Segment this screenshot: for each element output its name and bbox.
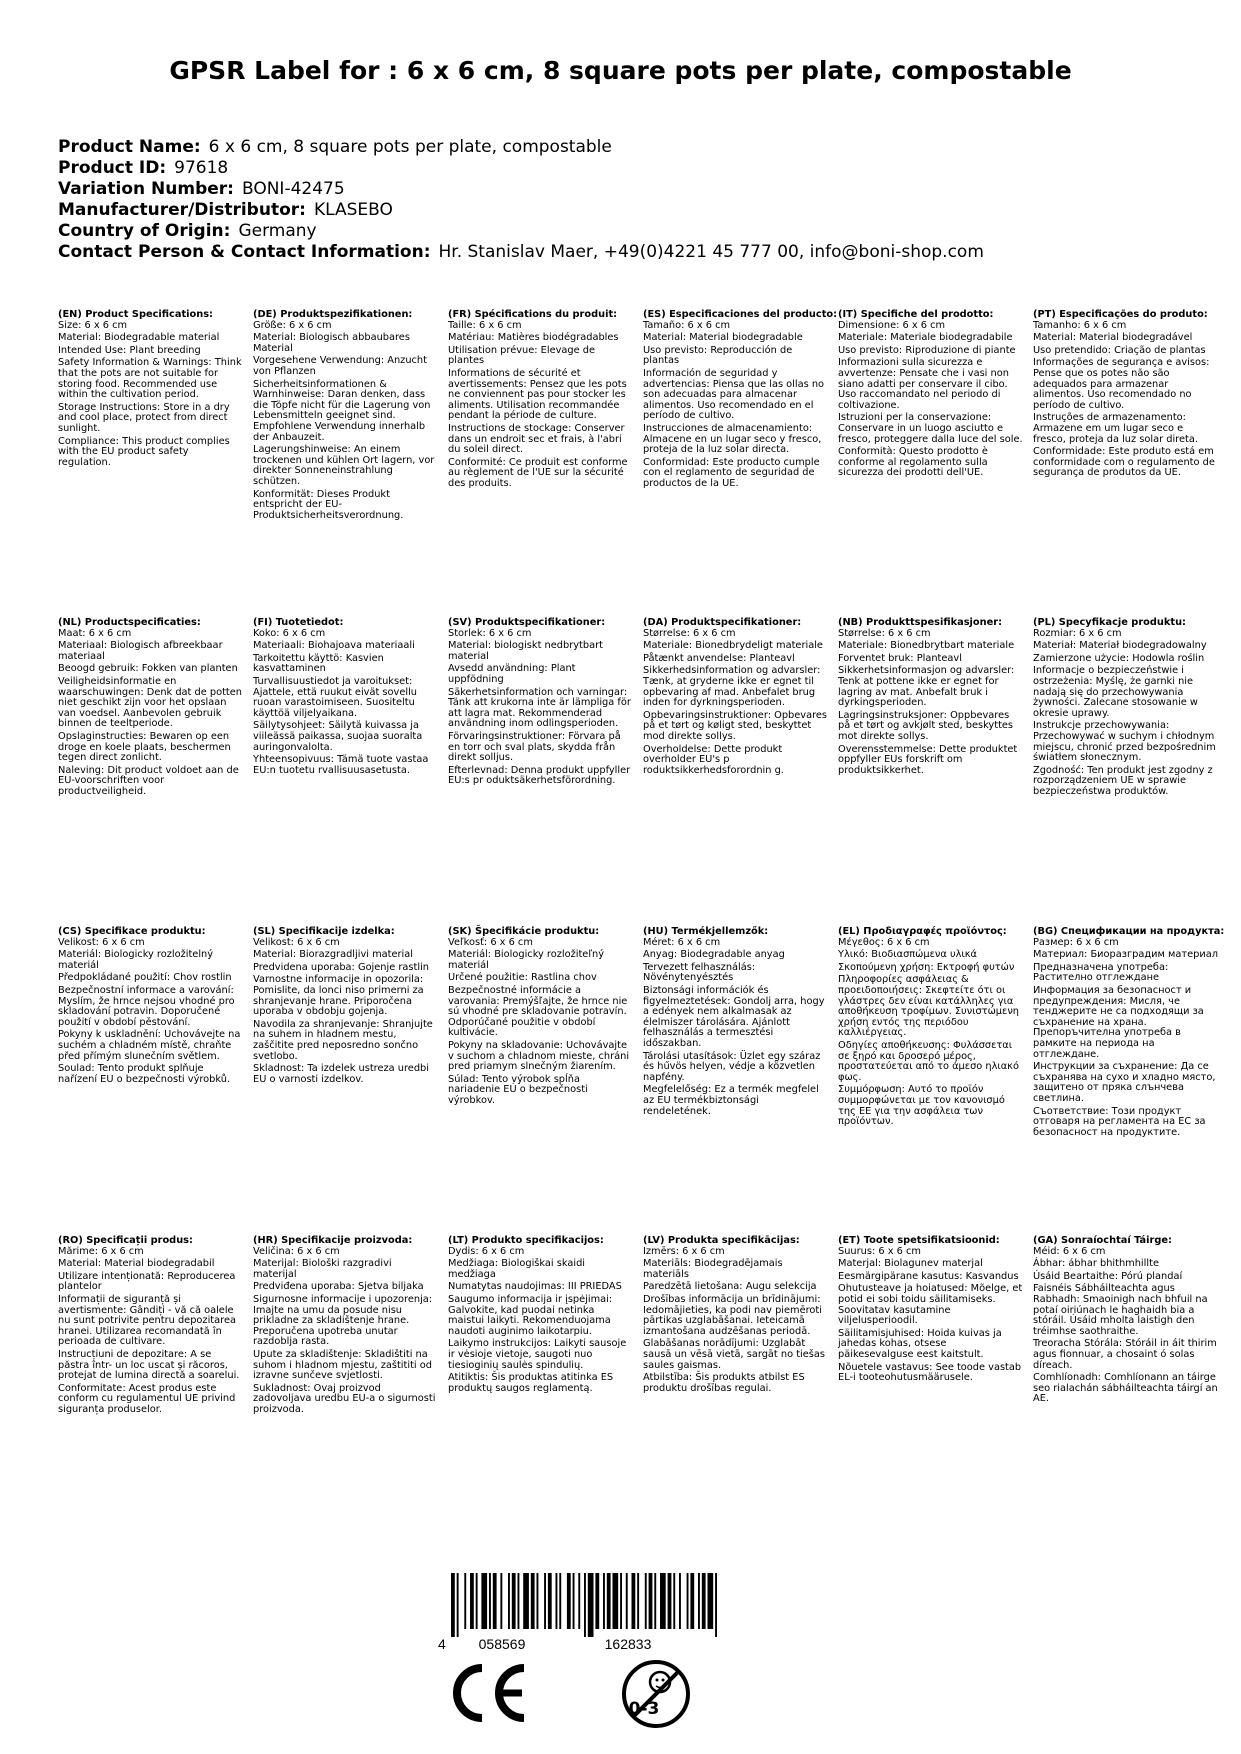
spec-line: Medžiaga: Biologiškai skaidi medžiaga xyxy=(448,1258,586,1280)
spec-line: Rozmiar: 6 x 6 cm xyxy=(1033,627,1122,639)
barcode-bar xyxy=(567,1573,571,1629)
spec-line: Matériau: Matières biodégradables xyxy=(448,332,619,344)
spec-line: Size: 6 x 6 cm xyxy=(58,319,128,331)
spec-line: Méid: 6 x 6 cm xyxy=(1033,1245,1106,1257)
age-label: 0-3 xyxy=(628,1699,660,1719)
spec-line: Upute za skladištenje: Skladištiti na suhom i hladnom mjestu, zaštititi od izravne sunčeve svjetlosti. xyxy=(253,1348,432,1382)
barcode-bar xyxy=(512,1573,516,1629)
spec-line: Tarkoitettu käyttö: Kasvien kasvattaminen xyxy=(253,652,384,675)
field-label: Product Name: xyxy=(58,137,201,157)
spec-line: Veľkosť: 6 x 6 cm xyxy=(448,936,533,948)
barcode-bar xyxy=(476,1573,478,1629)
barcode-bar xyxy=(637,1573,639,1629)
spec-line: Материал: Биоразградим материал xyxy=(1033,949,1218,961)
spec-line: Materijal: Biološki razgradivi materijal xyxy=(253,1258,392,1280)
spec-line: Instruções de armazenamento: Armazene em um lugar seco e fresco, proteja da luz solar direta. xyxy=(1033,412,1198,445)
spec-column xyxy=(58,1236,243,1416)
spec-line: Material: Biodegradable material xyxy=(58,332,220,344)
spec-line: Safety Information & Warnings: Think that the pots are not suitable for storing food. Recommended use within the cultivation period. xyxy=(58,357,242,401)
barcode-bar xyxy=(702,1573,706,1629)
spec-heading: (EN) Product Specifications: xyxy=(58,309,213,320)
spec-line: Materiale: Bionedbrydeligt materiale xyxy=(643,640,823,652)
spec-line: Istruzioni per la conservazione: Conservare in un luogo asciutto e fresco, proteggere dalla luce del sole. xyxy=(838,412,1023,445)
barcode-bar xyxy=(559,1573,561,1629)
field-label: Country of Origin: xyxy=(58,221,231,241)
spec-line: Größe: 6 x 6 cm xyxy=(253,319,332,331)
spec-column xyxy=(643,927,828,1117)
spec-line: Biztonsági információk és figyelmeztetések: Gondolj arra, hogy a edények nem alkalmasak az élelmiszer tárolására. Ajánlott felhasználás a termesztési időszakban. xyxy=(643,984,825,1049)
spec-line: Materiale: Bionedbrytbart materiale xyxy=(838,640,1015,652)
spec-column xyxy=(838,927,1023,1128)
spec-line: Naleving: Dit product voldoet aan de EU-voorschriften voor productveiligheid. xyxy=(58,764,239,797)
spec-line: Lagringsinstruksjoner: Oppbevares på et tørt og avkjølt sted, beskyttes mot direkte sollys. xyxy=(838,709,1014,742)
spec-line: Informații de siguranță și avertismente: Gândiți - vă că oalele nu sunt potrivite pentru depozitarea hranei. Utilizarea recomandată în perioada de cultivare. xyxy=(58,1293,236,1348)
spec-line: Koko: 6 x 6 cm xyxy=(253,627,326,639)
barcode-bar xyxy=(687,1573,689,1629)
spec-line: Säilitamisjuhised: Hoida kuivas ja jahedas kohas, otsese päikesevalguse eest kaitstult. xyxy=(838,1327,1002,1360)
spec-line: Uso previsto: Reproducción de plantas xyxy=(643,344,793,367)
spec-heading: (HR) Specifikacije proizvoda: xyxy=(253,1235,413,1246)
spec-line: Uso previsto: Riproduzione di piante xyxy=(838,344,1016,356)
spec-column xyxy=(58,618,243,798)
field-value: 6 x 6 cm, 8 square pots per plate, compostable xyxy=(208,137,612,157)
barcode-bar xyxy=(613,1573,619,1629)
spec-line: Predviđena uporaba: Sjetva biljaka xyxy=(253,1281,424,1293)
spec-line: Utilizare intenționată: Reproducerea plantelor xyxy=(58,1270,236,1293)
spec-heading: (FI) Tuotetiedot: xyxy=(253,617,344,628)
spec-line: Förvaringsinstruktioner: Förvara på en torr och sval plats, skydda från direkt solljus. xyxy=(448,730,621,764)
spec-line: Určené použitie: Rastlina chov xyxy=(448,972,597,984)
spec-line: Velikost: 6 x 6 cm xyxy=(58,936,145,948)
spec-line: Información de seguridad y advertencias: Piensa que las ollas no son adecuadas para almacenar alimentos. Uso recomendado en el período de cultivo. xyxy=(643,367,825,422)
field-value: Germany xyxy=(238,221,317,241)
spec-line: Tárolási utasítások: Üzlet egy száraz és hűvös helyen, védje a közvetlen napfény. xyxy=(643,1050,821,1083)
spec-line: Veličina: 6 x 6 cm xyxy=(253,1245,340,1257)
spec-line: Předpokládané použití: Chov rostlin xyxy=(58,972,232,984)
spec-column xyxy=(1033,1236,1218,1405)
page-title: GPSR Label for : 6 x 6 cm, 8 square pots per plate, compostable xyxy=(169,56,1072,85)
spec-column xyxy=(448,618,633,787)
spec-line: Varnostne informacije in opozorila: Pomislite, da lonci niso primerni za shranjevanje hrane. Priporočena uporaba v obdobju gojenja. xyxy=(253,974,424,1018)
barcode-bar xyxy=(457,1573,459,1637)
spec-line: Lagerungshinweise: An einem trockenen und kühlen Ort lagern, vor direkter Sonneneinstrahlung schützen. xyxy=(253,444,435,487)
barcode-bar xyxy=(537,1573,539,1629)
spec-line: Turvallisuustiedot ja varoitukset: Ajattele, että ruukut eivät sovellu ruoan varastoimiseen. Suositeltu käyttöä viljelyaikana. xyxy=(253,675,418,719)
spec-line: Drošības informācija un brīdinājumi: Iedomājieties, ka podi nav piemēroti pārtikas uzglabāšanai. Ieteicamā izmantošana audzēšanas periodā. xyxy=(643,1293,822,1337)
spec-line: Instrucțiuni de depozitare: A se păstra într- un loc uscat și răcoros, protejat de lumina directă a soarelui. xyxy=(58,1348,240,1382)
field-value: Hr. Stanislav Maer, +49(0)4221 45 777 00, info@boni-shop.com xyxy=(438,242,984,262)
barcode-digit-first: 4 xyxy=(438,1636,446,1652)
spec-line: Veiligheidsinformatie en waarschuwingen: Denk dat de potten niet geschikt zijn voor het opslaan van voedsel. Aanbevolen gebruik binnen de teeltperiode. xyxy=(58,675,243,730)
spec-line: Úsáid Beartaithe: Pórú plandaí xyxy=(1033,1270,1183,1282)
spec-line: Pokyny k uskladnění: Uchovávejte na suchém a chladném místě, chraňte před přímým slunečním světlem. xyxy=(58,1029,241,1062)
spec-line: Materiał: Materiał biodegradowalny xyxy=(1033,640,1207,652)
spec-column xyxy=(1033,310,1218,479)
barcode-bar xyxy=(679,1573,681,1629)
spec-line: Υλικό: Βιοδιασπώμενα υλικά xyxy=(838,949,977,961)
barcode-bar xyxy=(451,1573,455,1637)
spec-line: Izmērs: 6 x 6 cm xyxy=(643,1245,725,1257)
spec-line: Materiāls: Biodegradējamais materiāls xyxy=(643,1258,783,1280)
barcode-bar xyxy=(603,1573,605,1629)
spec-heading: (LV) Produkta specifikācijas: xyxy=(643,1235,800,1246)
spec-line: Beoogd gebruik: Fokken van planten xyxy=(58,663,238,675)
spec-heading: (IT) Specifiche del prodotto: xyxy=(838,309,994,320)
spec-column xyxy=(253,618,438,776)
spec-line: Yhteensopivuus: Tämä tuote vastaa EU:n tuotetu rvallisuusasetusta. xyxy=(253,754,429,776)
spec-heading: (FR) Spécifications du produit: xyxy=(448,309,618,320)
spec-line: Σκοπούμενη χρήση: Εκτροφή φυτών xyxy=(838,961,1015,973)
spec-heading: (EL) Προδιαγραφές προϊόντος: xyxy=(838,926,1007,937)
spec-column xyxy=(838,618,1023,776)
spec-line: Faisnéis Sábháilteachta agus Rabhadh: Smaoinigh nach bhfuil na potaí oiriúnach le haghaidh bia a stóráil. Úsáid mholta laistigh den tréimhse saothraithe. xyxy=(1033,1283,1208,1337)
spec-line: Materiale: Materiale biodegradabile xyxy=(838,332,1013,344)
spec-line: Glabāšanas norādījumi: Uzglabāt sausā un vēsā vietā, sargāt no tiešas saules gaismas. xyxy=(643,1338,825,1371)
spec-line: Informacje o bezpieczeństwie i ostrzeżenia: Myślę, że garnki nie nadają się do przechowywania żywności. Zalecane stosowanie w okresie uprawy. xyxy=(1033,665,1198,719)
variation-number-row xyxy=(58,179,984,200)
spec-line: Megfelelőség: Ez a termék megfelel az EU termékbiztonsági rendeletének. xyxy=(643,1084,819,1117)
spec-line: Forventet bruk: Planteavl xyxy=(838,652,962,664)
spec-line: Sikkerhetsinformasjon og advarsler: Tenk at pottene ikke er egnet for lagring av mat. Anbefalt bruk i dyrkingsperioden. xyxy=(838,665,1015,709)
field-value: BONI-42475 xyxy=(241,179,345,199)
spec-line: Navodila za shranjevanje: Shranjujte na suhem in hladnem mestu, zaščitite pred neposredno sončno svetlobo. xyxy=(253,1018,433,1062)
spec-heading: (DA) Produktspecifikationer: xyxy=(643,617,802,628)
spec-line: Overholdelse: Dette produkt overholder EU's p roduktsikkerhedsforordnin g. xyxy=(643,743,784,776)
barcode-bar xyxy=(470,1573,474,1629)
spec-line: Tervezett felhasználás: Növénytenyésztés xyxy=(643,961,756,984)
spec-line: Numatytas naudojimas: III PRIEDAS xyxy=(448,1281,622,1293)
barcode-bar xyxy=(607,1573,611,1629)
spec-line: Informazioni sulla sicurezza e avvertenze: Pensate che i vasi non siano adatti per conservare il cibo. Uso raccomandato nel periodo di coltivazione. xyxy=(838,357,1009,411)
spec-line: Sigurnosne informacije i upozorenja: Imajte na umu da posude nisu prikladne za skladištenje hrane. Preporučena upotreba unutar razdoblja rasta. xyxy=(253,1293,433,1348)
barcode-bar xyxy=(500,1573,502,1629)
spec-line: Vorgesehene Verwendung: Anzucht von Pflanzen xyxy=(253,355,427,377)
spec-line: Material: Material biodegradable xyxy=(643,332,803,344)
spec-line: Atitiktis: Šis produktas atitinka ES produktų saugos reglamentą. xyxy=(448,1372,614,1394)
field-label: Variation Number: xyxy=(58,179,234,199)
spec-line: Compliance: This product complies with the EU product safety regulation. xyxy=(58,435,230,468)
product-info xyxy=(58,137,984,263)
spec-heading: (SV) Produktspecifikationer: xyxy=(448,617,606,628)
barcode-bar xyxy=(632,1573,636,1629)
spec-line: Instrukcje przechowywania: Przechowywać w suchym i chłodnym miejscu, chronić przed bezpośrednim światłem słonecznym. xyxy=(1033,720,1216,764)
spec-line: Maat: 6 x 6 cm xyxy=(58,627,132,639)
spec-line: Avsedd användning: Plant uppfödning xyxy=(448,663,576,685)
spec-line: Súlad: Tento výrobok spĺňa nariadenie EÚ o bezpečnosti výrobkov. xyxy=(448,1073,588,1106)
spec-line: Informations de sécurité et avertissements: Pensez que les pots ne conviennent pas pour stocker les aliments. Utilisation recommandée pendant la période de culture. xyxy=(448,367,627,422)
barcode-bar xyxy=(573,1573,575,1629)
barcode xyxy=(435,1573,735,1653)
spec-line: Dydis: 6 x 6 cm xyxy=(448,1245,525,1257)
barcode-bar xyxy=(668,1573,672,1629)
barcode-bar xyxy=(673,1573,675,1629)
spec-line: Mărime: 6 x 6 cm xyxy=(58,1245,144,1257)
spec-line: Informações de segurança e avisos: Pense que os potes não são adequados para armazenar alimentos. Uso recomendado no período de cultivo. xyxy=(1033,357,1210,411)
spec-line: Bezpečnostní informace a varování: Myslím, že hrnce nejsou vhodné pro skladování potravin. Doporučené použití v období pěstování. xyxy=(58,984,235,1028)
barcode-digits-right: 162833 xyxy=(604,1636,652,1652)
spec-line: Размер: 6 x 6 cm xyxy=(1033,936,1119,948)
field-label: Contact Person & Contact Information: xyxy=(58,242,431,262)
spec-line: Conformité: Ce produit est conforme au règlement de l'UE sur la sécurité des produits. xyxy=(448,456,628,489)
spec-heading: (PL) Specyfikacje produktu: xyxy=(1033,617,1186,628)
spec-line: Предназначена употреба: Растително отглеждане xyxy=(1033,961,1169,984)
spec-column xyxy=(253,310,438,521)
spec-line: Velikost: 6 x 6 cm xyxy=(253,936,340,948)
spec-line: Materiaali: Biohajoava materiaali xyxy=(253,640,415,652)
barcode-bar xyxy=(584,1573,586,1637)
spec-line: Conformidade: Este produto está em conformidade com o regulamento de segurança de produtos da UE. xyxy=(1033,446,1215,479)
barcode-bar xyxy=(649,1573,653,1629)
spec-heading: (NL) Productspecificaties: xyxy=(58,617,201,628)
field-value: KLASEBO xyxy=(313,200,393,220)
spec-line: Material: Biologisch abbaubares Material xyxy=(253,332,410,354)
spec-line: Uso pretendido: Criação de plantas xyxy=(1033,344,1206,356)
spec-line: Tamanho: 6 x 6 cm xyxy=(1033,319,1127,331)
spec-line: Nõuetele vastavus: See toode vastab EL-i tooteohutusmäärusele. xyxy=(838,1361,1022,1384)
spec-line: Taille: 6 x 6 cm xyxy=(448,319,522,331)
spec-column xyxy=(58,310,243,468)
spec-line: Bezpečnostné informácie a varovania: Premýšľajte, že hrnce nie sú vhodné pre skladovanie potravín. Odporúčané použitie v období kultivácie. xyxy=(448,984,628,1039)
spec-heading: (SK) Špecifikácie produktu: xyxy=(448,926,600,937)
spec-line: Opslaginstructies: Bewaren op een droge en koele plaats, beschermen tegen direct zonlicht. xyxy=(58,730,231,764)
spec-line: Ohutusteave ja hoiatused: Mõelge, et potid ei sobi toidu säilitamiseks. Soovitatav kasutamine viljelusperioodil. xyxy=(838,1283,1023,1327)
spec-line: Storlek: 6 x 6 cm xyxy=(448,627,532,639)
spec-line: Conformidad: Este producto cumple con el reglamento de seguridad de productos de la UE. xyxy=(643,456,820,489)
spec-line: Comhlíonadh: Comhlíonann an táirge seo rialachán sábháilteachta táirgí an AE. xyxy=(1033,1372,1218,1405)
spec-heading: (BG) Спецификации на продукта: xyxy=(1033,926,1225,937)
spec-line: Sukladnost: Ovaj proizvod zadovoljava uredbu EU-a o sigurnosti proizvoda. xyxy=(253,1382,436,1415)
spec-line: Pokyny na skladovanie: Uchovávajte v suchom a chladnom mieste, chráni pred priamym slnečným žiarením. xyxy=(448,1039,630,1073)
barcode-bar xyxy=(531,1573,535,1629)
barcode-bar xyxy=(518,1573,520,1629)
spec-line: Materjal: Biolagunev materjal xyxy=(838,1258,983,1270)
spec-line: Säilytysohjeet: Säilytä kuivassa ja viileässä paikassa, suojaa suoralta auringonvalolta. xyxy=(253,720,423,753)
spec-column xyxy=(643,618,828,776)
spec-heading: (ES) Especificaciones del producto: xyxy=(643,309,838,320)
barcode-bar xyxy=(578,1573,580,1629)
spec-heading: (RO) Specificații produs: xyxy=(58,1235,193,1246)
barcode-bar xyxy=(690,1573,694,1629)
spec-column xyxy=(253,927,438,1085)
barcode-bar xyxy=(654,1573,656,1629)
barcode-bar xyxy=(626,1573,628,1629)
country-row xyxy=(58,221,984,242)
spec-line: Soulad: Tento produkt splňuje nařízení EU o bezpečnosti výrobků. xyxy=(58,1063,231,1085)
spec-column xyxy=(448,310,633,490)
spec-line: Säkerhetsinformation och varningar: Tänk att krukorna inte är lämpliga för att lagra mat. Rekommenderad användning inom odlingsperioden. xyxy=(448,686,631,730)
field-value: 97618 xyxy=(174,158,229,178)
barcode-bar xyxy=(493,1573,497,1629)
spec-line: Skladnost: Ta izdelek ustreza uredbi EU o varnosti izdelkov. xyxy=(253,1063,429,1085)
spec-line: Zgodność: Ten produkt jest zgodny z rozporządzeniem UE w sprawie bezpieczeństwa produktów. xyxy=(1033,764,1213,797)
spec-line: Ábhar: ábhar bhithmhillte xyxy=(1033,1258,1159,1270)
spec-line: Съответствие: Този продукт отговаря на регламента на ЕС за безопасност на продуктите. xyxy=(1033,1105,1206,1138)
spec-line: Laikymo instrukcijos: Laikyti sausoje ir vėsioje vietoje, saugoti nuo tiesioginių saulės spindulių. xyxy=(448,1338,627,1371)
spec-heading: (NB) Produkttspesifikasjoner: xyxy=(838,617,1002,628)
spec-line: Instructions de stockage: Conserver dans un endroit sec et frais, à l'abri du soleil direct. xyxy=(448,422,625,456)
spec-heading: (PT) Especificações do produto: xyxy=(1033,309,1208,320)
spec-line: Συμμόρφωση: Αυτό το προϊόν συμμορφώνεται με τον κανονισμό της ΕΕ για την ασφάλεια των προϊόντων. xyxy=(838,1084,1005,1128)
spec-line: Paredzētā lietošana: Augu selekcija xyxy=(643,1281,817,1293)
spec-line: Materiál: Biologicky rozložitelný materiál xyxy=(58,949,214,971)
spec-line: Påtænkt anvendelse: Planteavl xyxy=(643,652,795,664)
ce-mark-icon xyxy=(450,1662,530,1724)
spec-column xyxy=(838,1236,1023,1384)
spec-line: Material: Biorazgradljivi material xyxy=(253,949,413,961)
spec-line: Eesmärgipärane kasutus: Kasvandus xyxy=(838,1270,1019,1282)
spec-heading: (SL) Specifikacije izdelka: xyxy=(253,926,395,937)
spec-column xyxy=(1033,618,1218,798)
barcode-bar xyxy=(708,1573,714,1629)
barcode-bar xyxy=(698,1573,700,1629)
barcode-bar xyxy=(489,1573,491,1629)
spec-line: Material: Material biodegradável xyxy=(1033,332,1193,344)
barcode-bar xyxy=(620,1573,622,1629)
barcode-bar xyxy=(588,1573,594,1637)
barcode-bar xyxy=(464,1573,466,1629)
spec-line: Conformità: Questo prodotto è conforme al regolamento sulla sicurezza dei prodotti dell'UE. xyxy=(838,446,988,479)
spec-line: Dimensione: 6 x 6 cm xyxy=(838,319,946,331)
spec-line: Tamaño: 6 x 6 cm xyxy=(643,319,731,331)
spec-line: Atbilstība: Šis produkts atbilst ES produktu drošības regulai. xyxy=(643,1372,805,1394)
spec-line: Πληροφορίες ασφάλειας & προειδοποιήσεις: Σκεφτείτε ότι οι γλάστρες δεν είναι κατάλληλες για αποθήκευση τροφίμων. Συνιστώμενη χρήση εντός της περιόδου καλλιέργειας. xyxy=(838,974,1020,1039)
barcode-bar xyxy=(645,1573,647,1629)
spec-line: Treoracha Stórála: Stóráil in áit thirim agus fionnuar, a chosaint ó solas díreach. xyxy=(1033,1338,1217,1371)
barcode-bar xyxy=(595,1573,599,1629)
spec-line: Størrelse: 6 x 6 cm xyxy=(643,627,736,639)
barcode-bar xyxy=(660,1573,666,1629)
spec-line: Suurus: 6 x 6 cm xyxy=(838,1245,921,1257)
spec-line: Efterlevnad: Denna produkt uppfyller EU:s pr oduktsäkerhetsförordning. xyxy=(448,764,631,787)
spec-line: Størrelse: 6 x 6 cm xyxy=(838,627,931,639)
barcode-bar xyxy=(715,1573,717,1637)
spec-heading: (ET) Toote spetsifikatsioonid: xyxy=(838,1235,1000,1246)
spec-line: Μέγεθος: 6 x 6 cm xyxy=(838,936,930,948)
barcode-bar xyxy=(556,1573,558,1629)
spec-heading: (GA) Sonraíochtaí Táirge: xyxy=(1033,1235,1172,1246)
spec-line: Sicherheitsinformationen & Warnhinweise: Daran denken, dass die Töpfe nicht für die Lagerung von Lebensmitteln geeignet sind. Empfohlene Verwendung innerhalb der Anbauzeit. xyxy=(253,378,431,443)
spec-line: Инструкции за съхранение: Да се съхранява на сухо и хладно място, защитено от пряка слънчева светлина. xyxy=(1033,1061,1216,1104)
spec-line: Utilisation prévue: Elevage de plantes xyxy=(448,344,596,367)
spec-line: Sikkerhedsinformation og advarsler: Tænk, at gryderne ikke er egnet til opbevaring af mad. Anbefalet brug inden for dyrkningsperioden. xyxy=(643,665,821,709)
spec-column xyxy=(253,1236,438,1416)
spec-line: Materiál: Biologicky rozložiteľný materiál xyxy=(448,949,605,971)
spec-line: Saugumo informacija ir įspėjimai: Galvokite, kad puodai netinka maistui laikyti. Rekomenduojama naudoti auginimo laikotarpiu. xyxy=(448,1293,613,1337)
spec-line: Materiaal: Biologisch afbreekbaar materiaal xyxy=(58,640,223,662)
spec-line: Информация за безопасност и предупреждения: Мисля, че тенджерите не са подходящи за съхранение на храна. Препоръчителна употреба в рамките на периода на отглеждане. xyxy=(1033,984,1204,1060)
spec-line: Material: Material biodegradabil xyxy=(58,1258,215,1270)
spec-line: Conformitate: Acest produs este conform cu regulamentul UE privind siguranța produselor. xyxy=(58,1382,236,1415)
product-name-row xyxy=(58,137,984,158)
spec-line: Konformität: Dieses Produkt entspricht der EU-Produktsicherheitsverordnung. xyxy=(253,488,404,521)
spec-line: Zamierzone użycie: Hodowla roślin xyxy=(1033,652,1205,664)
barcode-bar xyxy=(481,1573,487,1629)
field-label: Product ID: xyxy=(58,158,167,178)
spec-column xyxy=(1033,926,1225,1138)
barcode-bar xyxy=(508,1573,510,1629)
spec-line: Instrucciones de almacenamiento: Almacene en un lugar seco y fresco, proteja de la luz solar directa. xyxy=(643,422,822,456)
spec-line: Predvidena uporaba: Gojenje rastlin xyxy=(253,961,430,973)
spec-line: Storage Instructions: Store in a dry and cool place, protect from direct sunlight. xyxy=(58,401,230,434)
spec-line: Overensstemmelse: Dette produktet oppfyller EUs forskrift om produktsikkerhet. xyxy=(838,743,1018,776)
contact-row xyxy=(58,242,984,263)
spec-column xyxy=(448,1236,633,1394)
spec-heading: (LT) Produkto specifikacijos: xyxy=(448,1235,604,1246)
barcode-bar xyxy=(548,1573,552,1629)
spec-line: Opbevaringsinstruktioner: Opbevares på et tørt og køligt sted, beskyttet mod direkte sollys. xyxy=(643,709,828,742)
spec-heading: (HU) Termékjellemzők: xyxy=(643,926,769,937)
spec-line: Méret: 6 x 6 cm xyxy=(643,936,721,948)
spec-column xyxy=(58,927,243,1085)
barcode-bar xyxy=(523,1573,529,1629)
barcode-digits-left: 058569 xyxy=(478,1636,526,1652)
spec-column xyxy=(838,310,1023,479)
spec-column xyxy=(643,309,838,490)
product-id-row xyxy=(58,158,984,179)
spec-column xyxy=(643,1236,828,1394)
manufacturer-row xyxy=(58,200,984,221)
field-label: Manufacturer/Distributor: xyxy=(58,200,306,220)
not-for-children-under-3-icon xyxy=(620,1658,692,1730)
spec-column xyxy=(448,927,633,1107)
spec-line: Οδηγίες αποθήκευσης: Φυλάσσεται σε ξηρό και δροσερό μέρος, προστατεύεται από το άμεσο ηλιακό φως. xyxy=(838,1039,1019,1083)
spec-line: Anyag: Biodegradable anyag xyxy=(643,949,785,961)
spec-line: Intended Use: Plant breeding xyxy=(58,344,201,356)
spec-line: Material: biologiskt nedbrytbart material xyxy=(448,640,603,662)
spec-heading: (CS) Specifikace produktu: xyxy=(58,926,206,937)
barcode-bar xyxy=(544,1573,546,1629)
spec-heading: (DE) Produktspezifikationen: xyxy=(253,309,413,320)
